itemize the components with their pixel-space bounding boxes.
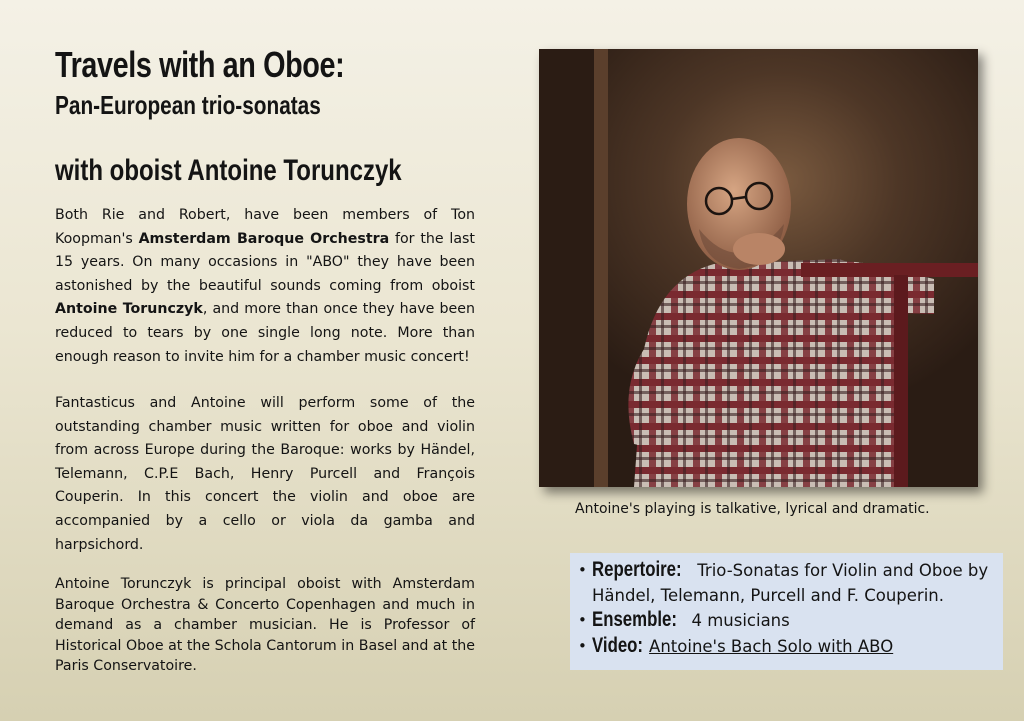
repertoire-text: Trio-Sonatas for Violin and Oboe by Händel, Telemann, Purcell and F. Couperin. bbox=[592, 561, 989, 605]
page-subtitle: Pan-European trio-sonatas bbox=[55, 90, 321, 120]
repertoire-label: Repertoire: bbox=[592, 558, 682, 581]
list-item bbox=[575, 608, 1003, 634]
video-label: Video: bbox=[592, 633, 644, 657]
bullet-icon: • bbox=[578, 636, 587, 655]
artist-photo bbox=[539, 49, 978, 487]
list-item bbox=[575, 558, 1003, 608]
bio-paragraph: Antoine Torunczyk is principal oboist with Amsterdam Baroque Orchestra & Concerto Copenhagen and much in demand as a chamber musician. He is Professor of Historical Oboe at the Schola Cantorum in Basel and at the Paris Conservatoire. bbox=[55, 576, 475, 675]
concert-info-box bbox=[570, 553, 1003, 670]
concert-info-list bbox=[575, 558, 1003, 659]
bullet-icon: • bbox=[578, 611, 587, 629]
program-paragraph: Fantasticus and Antoine will perform some of the outstanding chamber music written for oboe and violin from across Europe during the Baroque: works by Händel, Telemann, C.P.E Bach, Henry Purcell and François Couperin. In this concert the violin and oboe are accompanied by a cello or viola da gamba and harpsichord. bbox=[55, 395, 475, 553]
ensemble-text: 4 musicians bbox=[691, 611, 790, 630]
orchestra-name: Amsterdam Baroque Orchestra bbox=[138, 230, 390, 247]
photo-caption: Antoine's playing is talkative, lyrical and dramatic. bbox=[575, 501, 930, 517]
page-title: Travels with an Oboe: bbox=[55, 44, 345, 85]
featured-artist-heading: with oboist Antoine Torunczyk bbox=[55, 154, 402, 187]
video-link[interactable]: Antoine's Bach Solo with ABO bbox=[649, 636, 894, 656]
list-item bbox=[575, 634, 1003, 660]
bullet-icon: • bbox=[578, 561, 587, 579]
intro-paragraph: Both Rie and Robert, have been members of Ton Koopman's Amsterdam Baroque Orchestra for the last 15 years. On many occasions in "ABO" they have been astonished by the beautiful sounds coming from oboist Antoine Torunczyk, and more than once they have been reduced to tears by one single long note. More than enough reason to invite him for a chamber music concert! bbox=[55, 207, 475, 365]
artist-name: Antoine Torunczyk bbox=[55, 301, 203, 318]
ensemble-label: Ensemble: bbox=[592, 608, 677, 631]
